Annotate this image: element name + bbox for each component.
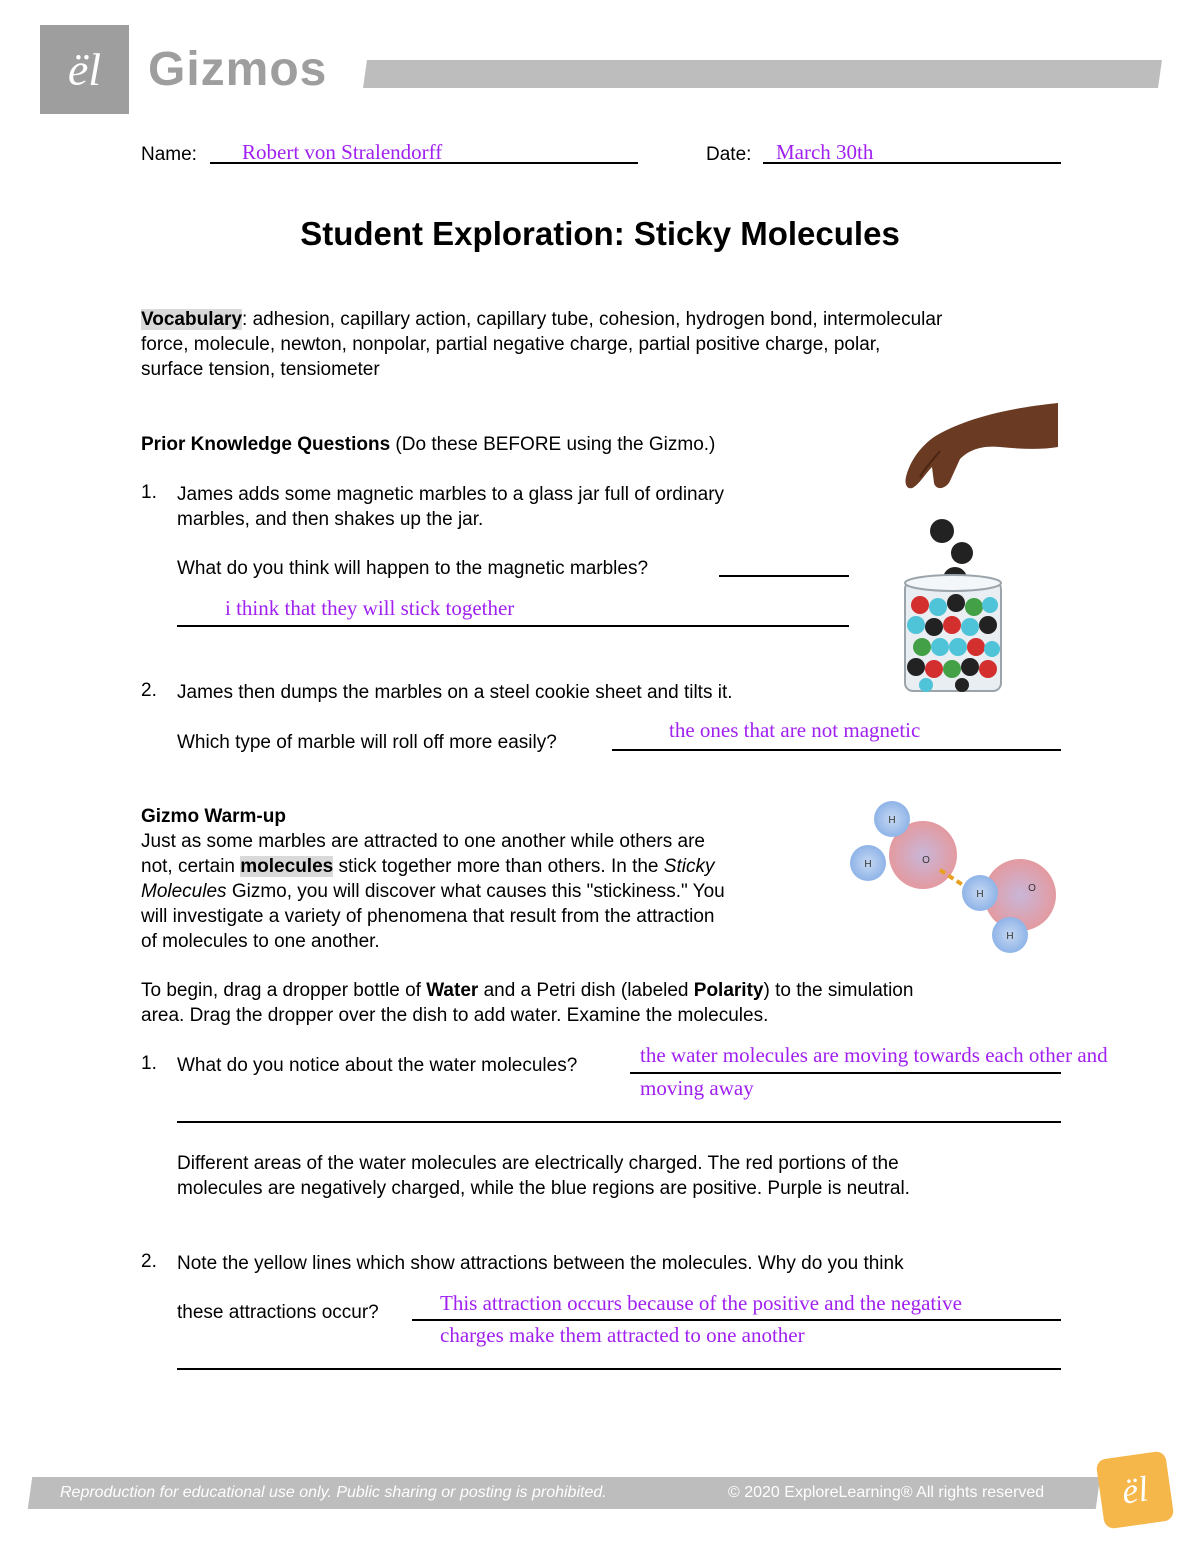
prior-q2-text: James then dumps the marbles on a steel cookie sheet and tilts it. bbox=[177, 682, 733, 703]
warmup-q1-answer-line2[interactable]: moving away bbox=[640, 1076, 754, 1100]
warmup-q1-number: 1. bbox=[141, 1053, 157, 1074]
water-molecule-right bbox=[962, 859, 1056, 953]
prior-q2-question: Which type of marble will roll off more easily? bbox=[177, 732, 557, 753]
warmup-heading: Gizmo Warm-up bbox=[141, 806, 286, 827]
warmup-q2-answer-line1[interactable]: This attraction occurs because of the positive and the negative bbox=[440, 1291, 962, 1315]
warmup-q2-text: Note the yellow lines which show attractions between the molecules. Why do you think bbox=[177, 1253, 904, 1274]
prior-q1-line bbox=[719, 575, 849, 577]
footer-notice: Reproduction for educational use only. Public sharing or posting is prohibited. bbox=[60, 1484, 607, 1501]
warmup-q2-line bbox=[177, 1368, 1061, 1370]
header-bar bbox=[363, 60, 1162, 88]
vocabulary-line: force, molecule, newton, nonpolar, partial negative charge, partial positive charge, polar, bbox=[141, 334, 881, 355]
prior-q2-answer[interactable]: the ones that are not magnetic bbox=[669, 718, 921, 742]
prior-q1-question: What do you think will happen to the magnetic marbles? bbox=[177, 558, 649, 579]
vocabulary-line: surface tension, tensiometer bbox=[141, 359, 380, 380]
svg-text:O: O bbox=[922, 855, 930, 866]
warmup-instructions: To begin, drag a dropper bottle of Water and a Petri dish (labeled Polarity) to the simulation area. Drag the dropper over the dish to add water. Examine the molecules. bbox=[141, 980, 914, 1026]
prior-q2-line bbox=[612, 749, 1061, 751]
warmup-q2-answer-line2[interactable]: charges make them attracted to one another bbox=[440, 1323, 805, 1347]
warmup-paragraph: Just as some marbles are attracted to one another while others are not, certain molecules stick together more than others. In the Sticky Molecules Gizmo, you will discover what causes this "stickiness." You will investigate a variety of phenomena that result from the attraction of molecules to one another. bbox=[141, 831, 725, 952]
name-value[interactable]: Robert von Stralendorff bbox=[242, 140, 443, 164]
charge-info: Different areas of the water molecules are electrically charged. The red portions of the molecules are negatively charged, while the blue regions are positive. Purple is neutral. bbox=[177, 1153, 910, 1199]
warmup-q1-line bbox=[630, 1072, 1061, 1074]
page-title: Student Exploration: Sticky Molecules bbox=[300, 215, 900, 252]
prior-q2-number: 2. bbox=[141, 680, 157, 701]
vocabulary-label: Vocabulary bbox=[141, 309, 243, 330]
marble-jar-illustration bbox=[880, 395, 1070, 705]
warmup-q1-question: What do you notice about the water molecules? bbox=[177, 1055, 578, 1076]
hand-icon bbox=[905, 403, 1058, 488]
water-molecules-illustration bbox=[840, 795, 1070, 960]
svg-text:H: H bbox=[888, 815, 896, 826]
prior-q1-line bbox=[177, 625, 849, 627]
prior-q1-answer[interactable]: i think that they will stick together bbox=[225, 596, 515, 620]
date-label: Date: bbox=[706, 144, 752, 165]
name-label: Name: bbox=[141, 144, 197, 165]
molecules-term: molecules bbox=[240, 856, 334, 877]
svg-text:H: H bbox=[1006, 931, 1014, 942]
prior-q1-number: 1. bbox=[141, 482, 157, 503]
vocabulary-line: adhesion, capillary action, capillary tube, cohesion, hydrogen bond, intermolecular bbox=[247, 309, 943, 330]
water-molecule-left bbox=[850, 801, 957, 889]
logo-icon: ël bbox=[67, 44, 102, 95]
footer-copyright: © 2020 ExploreLearning® All rights reserved bbox=[728, 1484, 1045, 1501]
svg-text:H: H bbox=[864, 859, 872, 870]
warmup-q2-line bbox=[412, 1319, 1061, 1321]
svg-text:O: O bbox=[1028, 883, 1036, 894]
footer-logo-icon: ël bbox=[1095, 1450, 1174, 1529]
warmup-q1-answer-line1[interactable]: the water molecules are moving towards each other and bbox=[640, 1043, 1108, 1067]
date-value[interactable]: March 30th bbox=[776, 140, 874, 164]
warmup-q2-number: 2. bbox=[141, 1251, 157, 1272]
svg-text:H: H bbox=[976, 889, 984, 900]
prior-heading: Prior Knowledge Questions (Do these BEFORE using the Gizmo.) bbox=[141, 434, 716, 455]
brand-name: Gizmos bbox=[148, 43, 328, 96]
prior-q1-text: James adds some magnetic marbles to a glass jar full of ordinary marbles, and then shakes up the jar. bbox=[177, 484, 725, 530]
warmup-q1-line bbox=[177, 1121, 1061, 1123]
vocabulary: Vocabulary: adhesion, capillary action, capillary tube, cohesion, hydrogen bond, intermolecular force, molecule, newton, nonpolar, partial negative charge, partial positive charge, polar, surface tension, tensiometer bbox=[141, 309, 943, 380]
warmup-q2-question: these attractions occur? bbox=[177, 1302, 379, 1323]
